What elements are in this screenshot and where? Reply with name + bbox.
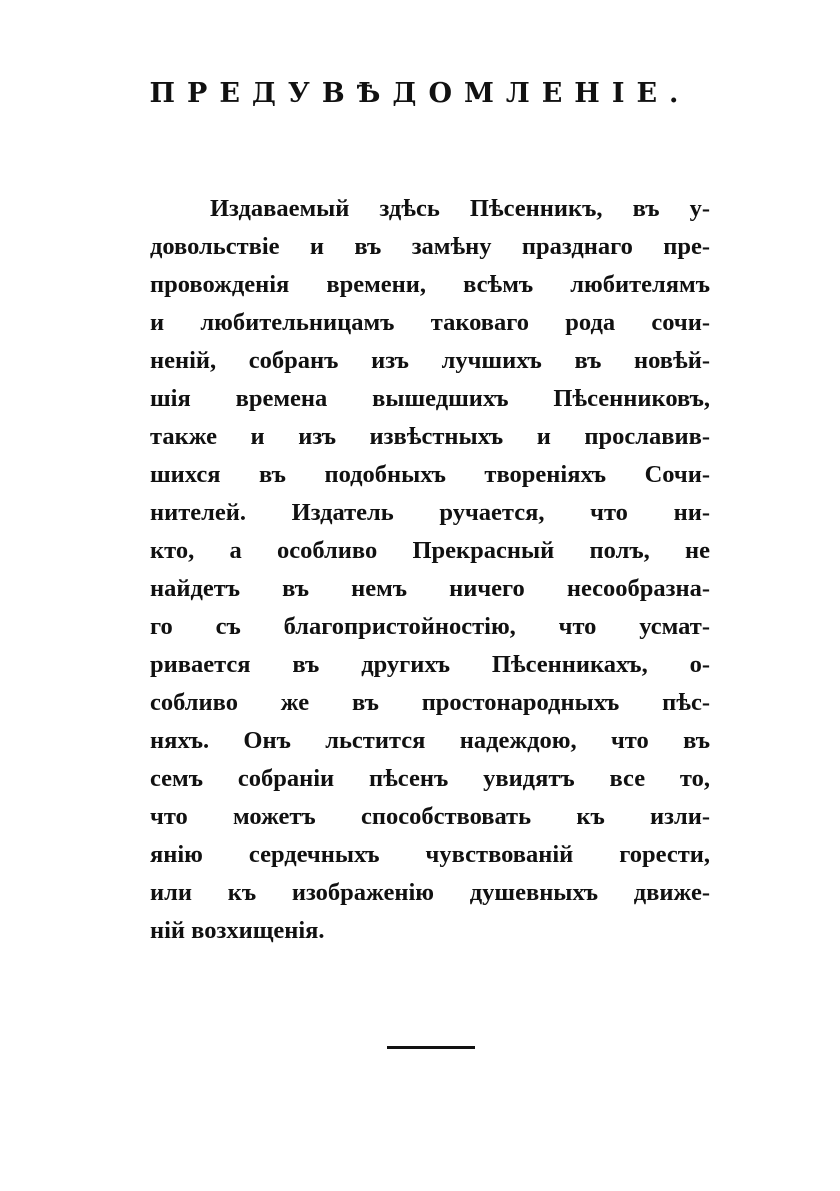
text-line: ривается въ другихъ Пѣсенникахъ, о- [150,651,710,678]
text-line: шихся въ подобныхъ твореніяхъ Сочи- [150,461,710,488]
text-line: найдетъ въ немъ ничего несообразна- [150,575,710,602]
text-line: собливо же въ простонародныхъ пѣс- [150,689,710,716]
closing-rule [387,1046,475,1049]
text-line: что можетъ способствовать къ изли- [150,803,710,830]
text-line: семъ собраніи пѣсенъ увидятъ все то, [150,765,710,792]
page-title: ПРЕДУВѢДОМЛЕНІЕ. [149,78,691,109]
text-line: нителей. Издатель ручается, что ни- [150,499,710,526]
text-line: неній, собранъ изъ лучшихъ въ новѣй- [150,347,710,374]
text-line: довольствіе и въ замѣну празднаго пре- [150,233,710,260]
text-line: няхъ. Онъ льстится надеждою, что въ [150,727,710,754]
text-line: провожденія времени, всѣмъ любителямъ [150,271,710,298]
text-line: янію сердечныхъ чувствованій горести, [150,841,710,868]
text-line: или къ изображенію душевныхъ движе- [150,879,710,906]
text-line: и любительницамъ таковаго рода сочи- [150,309,710,336]
text-line: шія времена вышедшихъ Пѣсенниковъ, [150,385,710,412]
text-line: го съ благопристойностію, что усмат- [150,613,710,640]
text-line: Издаваемый здѣсь Пѣсенникъ, въ у- [210,195,710,222]
foreword-paragraph [150,190,710,950]
text-line: кто, а особливо Прекрасный полъ, не [150,537,710,564]
text-line: ній возхищенія. [150,917,325,944]
text-line: также и изъ извѣстныхъ и прославив- [150,423,710,450]
